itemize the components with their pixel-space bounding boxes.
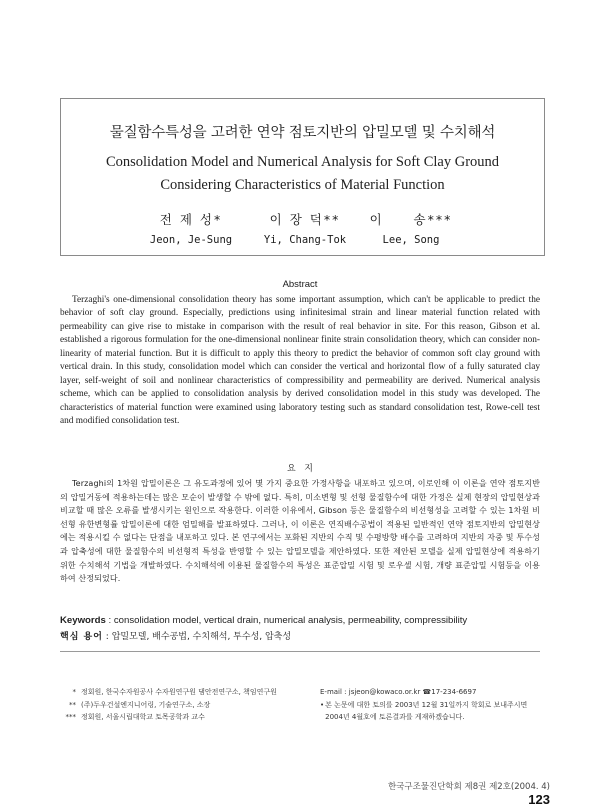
korean-keywords-text: 압밀모델, 배수공법, 수치해석, 투수성, 압축성 — [111, 632, 292, 642]
discussion-note: • 본 논문에 대한 토의를 2003년 12월 31일까지 학회로 보내주시면 2004년 4월호에 토론결과를 게재하겠습니다. — [320, 699, 545, 724]
korean-keywords-label: 핵심 용어 — [60, 632, 103, 642]
divider-rule — [60, 651, 540, 652]
title-box — [60, 98, 545, 256]
author-1 — [131, 210, 251, 246]
abstract-heading: Abstract — [282, 279, 318, 290]
author-2 — [245, 210, 365, 246]
korean-abstract-heading: 요 지 — [287, 464, 313, 474]
author-1-english-name: Jeon, Je-Sung — [149, 234, 233, 246]
affiliation-3: *** 정회원, 서울시립대학교 토목공학과 교수 — [65, 713, 205, 721]
page-footer — [360, 780, 550, 807]
author-2-english-name: Yi, Chang-Tok — [263, 234, 347, 246]
journal-name: 한국구조물진단학회 제8권 제2호(2004. 4) — [387, 782, 550, 792]
english-title-line2: Considering Characteristics of Material Function — [160, 177, 445, 193]
korean-keywords-line: 핵심 용어 : 압밀모델, 배수공법, 수치해석, 투수성, 압축성 — [60, 632, 292, 642]
author-affiliations — [58, 686, 308, 724]
english-title-line1: Consolidation Model and Numerical Analysis for Soft Clay Ground — [105, 154, 500, 170]
author-3 — [351, 210, 471, 246]
contact-notes — [320, 686, 545, 724]
korean-abstract-text: Terzaghi의 1차원 압밀이론은 그 유도과정에 있어 몇 가지 중요한 가정사항을 내포하고 있으며, 이로인해 이 이론을 연약 점토지반의 압밀거동에 적용하는데는 많은 모순이 발생할 수 밖에 없다. 특히, 미소변형 및 선형 물질함수에 대한 가정은 실제 현장의 압밀현상과 비교할 때 많은 오류를 발생시키는 원인으로 작용한다. 이러한 이유에서, Gibson 등은 물질함수의 비선형성을 고려할 수 있는 1차원 비선형 유한변형률 압밀이론에 대한 엄밀해를 발표하였다. 그러나, 이 이론은 연직배수공법이 적용된 일반적인 연약 점토지반의 압밀현상에는 적용시킬 수 없다는 단점을 내포하고 있다. 본 연구에서는 포화된 지반의 수직 및 수평방향 배수를 고려하며 지반의 자중 및 투수성과 압축성에 대한 물질함수의 비선형적 특성을 반영할 수 있는 압밀모델을 제안하였다. 또한 제안된 모델을 실제 압밀현상에 적용하기 위한 수치해석 기법을 개발하였다. 수치해석에 이용된 물질함수의 특성은 표준압밀 시험 및 로우셀 시험, 개량 표준압밀 시험등을 이용하여 산정되었다. — [60, 479, 540, 584]
affiliation-2: ** (주)두우건설엔지니어링, 기술연구소, 소장 — [69, 700, 211, 709]
contact-email: E-mail : jsjeon@kowaco.or.kr ☎17-234-6697 — [320, 688, 477, 696]
author-3-english-name: Lee, Song — [382, 234, 440, 246]
author-2-korean-name: 이 장 덕** — [269, 212, 341, 227]
author-1-korean-name: 전 제 성* — [159, 212, 223, 227]
affiliation-1: * 정회원, 한국수자원공사 수자원연구원 댐안전연구소, 책임연구원 — [72, 688, 277, 696]
author-3-korean-name: 이 송*** — [369, 212, 453, 227]
page-number: 123 — [528, 792, 550, 807]
english-title — [61, 151, 544, 197]
keywords-line: Keywords : consolidation model, vertical drain, numerical analysis, permeability, compressibility — [60, 615, 468, 626]
bullet-icon: • — [320, 700, 325, 709]
abstract-text: Terzaghi's one-dimensional consolidation theory has some important assumption, which can't be applicable to predict the behavior of soft clay ground. Especially, predictions using infinitesimal strain and linear material function related with permeability can give rise to mistake in comparison with the result of real behavior in site. For this reason, Gibson et al. established a rigorous formulation for the one-dimensional nonlinear finite strain consolidation theory, which can consider non-linearity of material function. But it is difficult to apply this theory to predict the behavior of common soft clay ground with vertical drain. In this study, consolidation model which can consider the vertical and horizontal flow of a fully saturated clay layer, self-weight of soil and nonlinear characteristics of compressibility and permeability are derived. Numerical analysis scheme, which can be applied to consolidation analysis by derived consolidation model in this study was developed. The characteristics of material function were examined using laboratory testing such as standard consolidation test, Rowe-cell test and modified consolidation test. — [60, 295, 540, 427]
korean-title: 물질함수특성을 고려한 연약 점토지반의 압밀모델 및 수치해석 — [109, 125, 496, 141]
keywords-label: Keywords — [60, 615, 106, 626]
keywords-text: consolidation model, vertical drain, numerical analysis, permeability, compressibility — [113, 615, 468, 626]
